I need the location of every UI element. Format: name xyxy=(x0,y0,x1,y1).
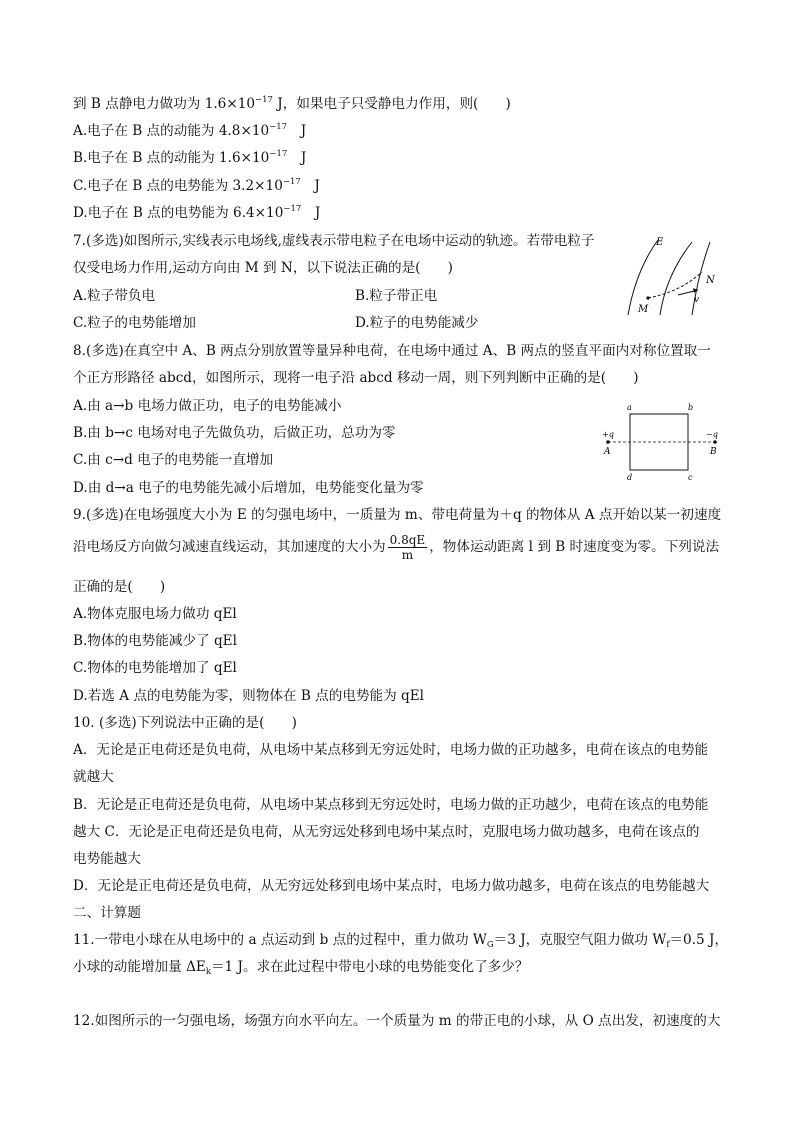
q10-option-b-line2: 越大 C．无论是正电荷还是负电荷，从无穷远处移到电场中某点时，克服电场力做功越多，电荷在该点的 xyxy=(73,824,700,840)
q7-field-line-figure xyxy=(618,230,728,320)
section-title: 二、计算题 xyxy=(73,905,141,921)
label-point-a: A xyxy=(604,447,611,457)
q7-stem-line2: 仅受电场力作用,运动方向由 M 到 N，以下说法正确的是( ) xyxy=(73,260,453,276)
label-v: v xyxy=(694,295,700,305)
q12-line1: 12.如图所示的一匀强电场，场强方向水平向左。一个质量为 m 的带正电的小球，从 O 点出发，初速度的大 xyxy=(73,1013,721,1029)
q9-stem-line1: 9.(多选)在电场强度大小为 E 的匀强电场中，一质量为 m、带电荷量为＋q 的物体从 A 点开始以某一初速度 xyxy=(73,507,722,523)
q8-option-a: A.由 a→b 电场力做正功，电子的电势能减小 xyxy=(73,398,342,414)
q8-stem-line1: 8.(多选)在真空中 A、B 两点分别放置等量异种电荷，在电场中通过 A、B 两点的竖直平面内对称位置取一 xyxy=(73,343,711,359)
q7-stem-line1: 7.(多选)如图所示,实线表示电场线,虚线表示带电粒子在电场中运动的轨迹。若带电粒子 xyxy=(73,233,595,249)
label-b: b xyxy=(688,403,694,412)
q9-stem-line3: 正确的是( ) xyxy=(73,579,166,595)
q7-option-d: D.粒子的电势能减少 xyxy=(355,315,479,331)
q9-option-d: D.若选 A 点的电势能为零，则物体在 B 点的电势能为 qEl xyxy=(73,688,424,704)
q7-option-c: C.粒子的电势能增加 xyxy=(73,315,196,331)
q6-option-b: B.电子在 B 点的动能为 $1.6\times 10^{-17}$ J xyxy=(73,149,307,166)
q10-option-b-line1: B．无论是正电荷还是负电荷，从电场中某点移到无穷远处时，电场力做的正功越少，电荷在该点的电势能 xyxy=(73,797,709,813)
q10-option-a-line1: A．无论是正电荷还是负电荷，从电场中某点移到无穷远处时，电场力做的正功越多，电荷在该点的电势能 xyxy=(73,742,709,758)
q8-option-c: C.由 c→d 电子的电势能一直增加 xyxy=(73,452,274,468)
q8-option-b: B.由 b→c 电场对电子先做负功，后做正功，总功为零 xyxy=(73,425,396,441)
q11-line2: 小球的动能增加量 $\Delta E_k=1$ J。求在此过程中带电小球的电势能变化了多少？ xyxy=(73,959,529,977)
label-m: M xyxy=(638,304,649,315)
label-a: a xyxy=(627,403,632,412)
q11-line1: 11.一带电小球在从电场中的 a 点运动到 b 点的过程中，重力做功 $W_G=3$ J，克服空气阻力做功 $W_f=0.5$ J， xyxy=(73,932,729,950)
q7-option-a: A.粒子带负电 xyxy=(73,288,156,304)
q6-option-d: D.电子在 B 点的电势能为 $6.4\times 10^{-17}$ J xyxy=(73,204,321,221)
field-line-2 xyxy=(660,242,692,315)
label-d: d xyxy=(627,473,633,482)
q6-option-a: A.电子在 B 点的动能为 $4.8\times 10^{-17}$ J xyxy=(73,122,307,139)
q10-option-d: D．无论是正电荷还是负电荷，从无穷远处移到电场中某点时，电场力做功越多，电荷在该点的电势能越大 xyxy=(73,878,710,894)
q10-stem: 10. (多选)下列说法中正确的是( ) xyxy=(73,715,297,731)
label-e: E xyxy=(656,237,664,248)
q7-option-b: B.粒子带正电 xyxy=(355,288,438,304)
label-n: N xyxy=(706,275,715,286)
label-plus-q: +q xyxy=(602,430,614,439)
q6-stem-tail: 到 B 点静电力做功为 $1.6\times 10^{-17}$ J，如果电子只受静电力作用，则( ) xyxy=(73,95,511,112)
q6-option-c: C.电子在 B 点的电势能为 $3.2\times 10^{-17}$ J xyxy=(73,177,320,194)
q9-option-a: A.物体克服电场力做功 qEl xyxy=(73,606,237,622)
acceleration-fraction: $\frac{0.8qE}{m}$ xyxy=(389,533,426,562)
q10-option-c-line3: 电势能越大 xyxy=(73,851,141,867)
q8-square-path-figure xyxy=(598,400,728,482)
q8-stem-line2: 个正方形路径 abcd，如图所示，现将一电子沿 abcd 移动一周，则下列判断中正确的是( ) xyxy=(73,370,639,386)
q9-option-b: B.物体的电势能减少了 qEl xyxy=(73,633,237,649)
label-c: c xyxy=(688,473,693,482)
label-minus-q: −q xyxy=(706,430,718,439)
q10-option-a-line2: 就越大 xyxy=(73,769,114,785)
q8-option-d: D.由 d→a 电子的电势能先减小后增加，电势能变化量为零 xyxy=(73,480,424,496)
point-m xyxy=(646,296,649,299)
label-point-b: B xyxy=(710,447,717,457)
q9-stem-line2: 沿电场反方向做匀减速直线运动，其加速度的大小为 $\frac{0.8qE}{m}$ ，物体运动距离 l 到 B 时速度变为零。下列说法 xyxy=(73,533,720,562)
charge-a xyxy=(606,440,610,444)
charge-b xyxy=(713,440,717,444)
q9-option-c: C.物体的电势能增加了 qEl xyxy=(73,660,237,676)
